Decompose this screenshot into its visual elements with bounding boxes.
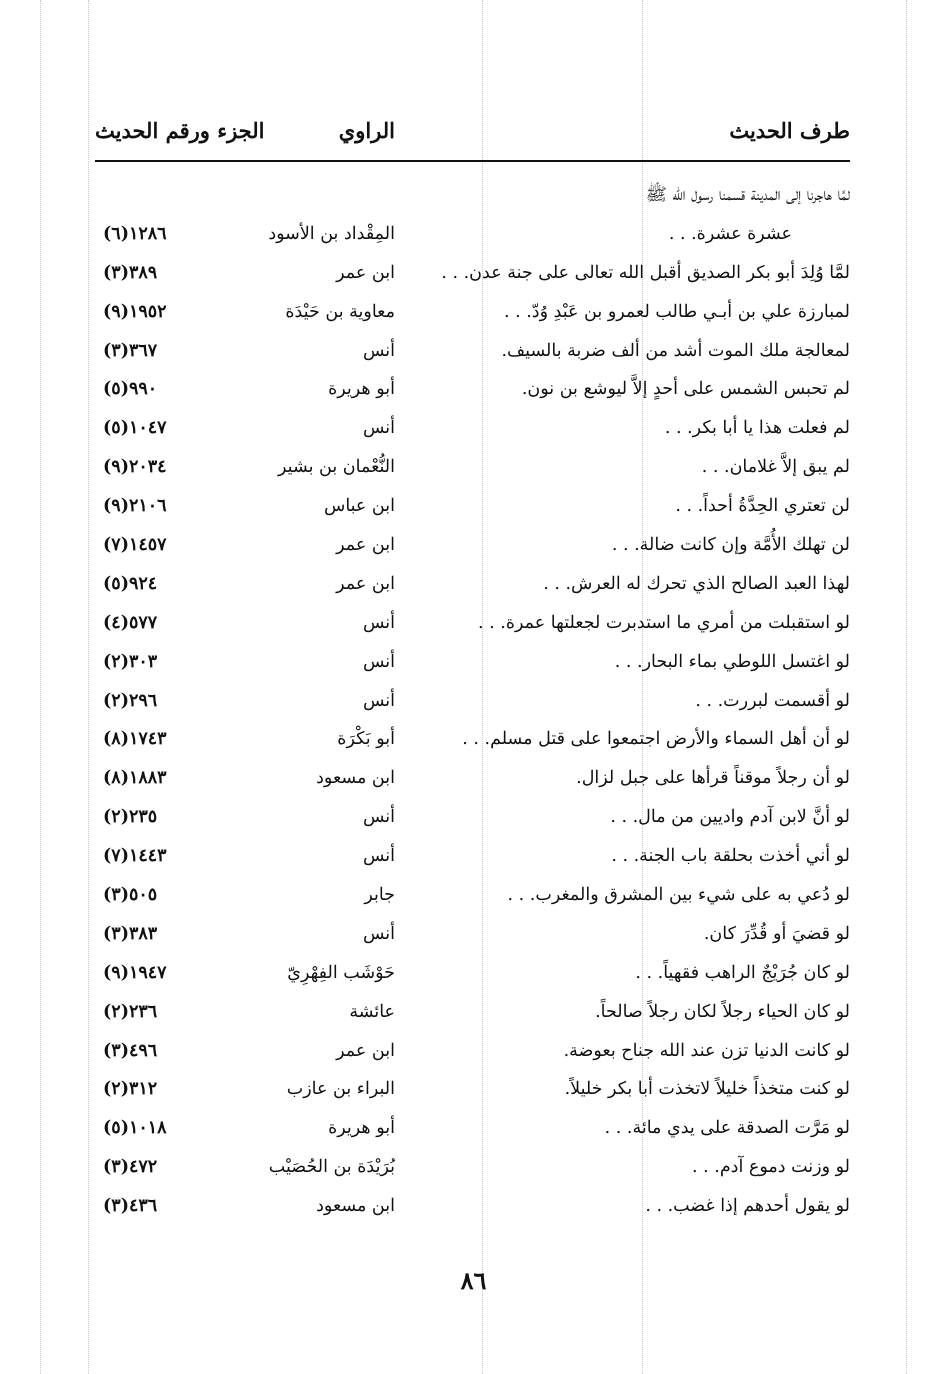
list-item [95, 254, 850, 293]
volume-hadith-number: ٩٢٤(٥) [103, 573, 158, 594]
hadith-text: لو أنَّ لابن آدم واديين من مال. . . [610, 807, 850, 828]
narrator: النُّعْمان بن بشير [278, 457, 395, 478]
narrator: أنس [362, 807, 395, 828]
hadith-text: لو اغتسل اللوطي بماء البحار. . . [614, 651, 850, 672]
header-narrator-label: الراوي [338, 118, 395, 143]
scan-guide-line [40, 0, 41, 1374]
volume-hadith-number: ٢٣٦(٢) [103, 1001, 158, 1022]
hadith-text: لو يقول أحدهم إذا غضب. . . [645, 1196, 850, 1217]
header-ref-label: الجزء ورقم الحديث [95, 118, 265, 143]
list-item [95, 643, 850, 682]
header-hadith-label: طرف الحديث [729, 118, 850, 143]
volume-hadith-number: ٣٠٣(٢) [103, 651, 158, 672]
list-item [95, 409, 850, 448]
scan-guide-line [906, 0, 907, 1374]
list-item [95, 448, 850, 487]
table-header [95, 118, 850, 152]
narrator: أنس [362, 651, 395, 672]
hadith-text: لو أني أخذت بحلقة باب الجنة. . . [611, 846, 850, 867]
hadith-text: لم تحبس الشمس على أحدٍ إلاَّ ليوشع بن نون. [521, 379, 850, 400]
list-item [95, 526, 850, 565]
list-item [95, 565, 850, 604]
list-item [95, 332, 850, 371]
hadith-text: لن تهلك الأُمَّة وإن كانت ضالة. . . [611, 535, 850, 556]
list-item [95, 215, 850, 254]
volume-hadith-number: ١٨٨٣(٨) [103, 768, 167, 789]
hadith-text: لو دُعي به على شيء بين المشرق والمغرب. . . [507, 885, 850, 906]
narrator: ابن عمر [336, 1040, 395, 1061]
hadith-text: لو كنت متخذاً خليلاً لاتخذت أبا بكر خليلاً. [564, 1079, 850, 1100]
volume-hadith-number: ١٩٥٢(٩) [103, 301, 167, 322]
list-item [95, 176, 850, 215]
hadith-text: لم يبق إلاَّ غلامان. . . [701, 457, 850, 478]
list-item [95, 1109, 850, 1148]
narrator: أبو بَكْرَة [337, 729, 395, 750]
list-item [95, 798, 850, 837]
list-item [95, 837, 850, 876]
hadith-text: لو كان الحياء رجلاً لكان رجلاً صالحاً. [595, 1001, 850, 1022]
hadith-text: لو كانت الدنيا تزن عند الله جناح بعوضة. [563, 1040, 850, 1061]
volume-hadith-number: ٣٨٩(٣) [103, 262, 158, 283]
hadith-text: لو قضيَ أو قُدِّرَ كان. [703, 923, 850, 944]
list-item [95, 1070, 850, 1109]
hadith-text: لو استقبلت من أمري ما استدبرت لجعلتها عمرة. . . [478, 612, 850, 633]
volume-hadith-number: ٢١٠٦(٩) [103, 496, 167, 517]
list-item [95, 1148, 850, 1187]
header-rule [95, 160, 850, 162]
list-item [95, 487, 850, 526]
narrator: ابن مسعود [316, 768, 395, 789]
narrator: ابن عباس [323, 496, 395, 517]
hadith-text: لو كان جُرَيْجٌ الراهب فقهياً. . . [635, 962, 850, 983]
volume-hadith-number: ٥٠٥(٣) [103, 885, 158, 906]
narrator: ابن عمر [336, 573, 395, 594]
list-item [95, 370, 850, 409]
hadith-text: عشرة عشرة. . . [668, 223, 792, 244]
volume-hadith-number: ١٩٤٧(٩) [103, 962, 167, 983]
list-item [95, 720, 850, 759]
list-item [95, 993, 850, 1032]
scan-guide-line [88, 0, 89, 1374]
volume-hadith-number: ٢٩٦(٢) [103, 690, 158, 711]
hadith-text: لمَّا وُلِدَ أبو بكر الصديق أقبل الله تعالى على جنة عدن. . . [441, 262, 850, 283]
volume-hadith-number: ١٠٤٧(٥) [103, 418, 167, 439]
narrator: أنس [362, 690, 395, 711]
hadith-text: لمبارزة علي بن أبـي طالب لعمرو بن عَبْدِ وُدّ. . . [503, 301, 850, 322]
page-number: ٨٦ [460, 1266, 487, 1295]
volume-hadith-number: ٩٩٠(٥) [103, 379, 158, 400]
narrator: عائشة [349, 1001, 395, 1022]
volume-hadith-number: ١٤٥٧(٧) [103, 535, 167, 556]
list-item [95, 682, 850, 721]
volume-hadith-number: ٣٨٣(٣) [103, 923, 158, 944]
list-item [95, 1032, 850, 1071]
list-item [95, 954, 850, 993]
list-item [95, 1187, 850, 1226]
hadith-text: لو أن رجلاً موقناً قرأها على جبل لزال. [576, 768, 850, 789]
volume-hadith-number: ٢٠٣٤(٩) [103, 457, 167, 478]
narrator: أبو هريرة [328, 1118, 395, 1139]
list-item [95, 915, 850, 954]
narrator: أنس [362, 923, 395, 944]
narrator: حَوْشَب الفِهْرِيّ [287, 962, 395, 983]
volume-hadith-number: ١٢٨٦(٦) [103, 223, 167, 244]
hadith-text: لمعالجة ملك الموت أشد من ألف ضربة بالسيف. [501, 340, 850, 361]
hadith-text: لو مَرَّت الصدقة على يدي مائة. . . [604, 1118, 850, 1139]
list-item [95, 604, 850, 643]
volume-hadith-number: ٣١٢(٢) [103, 1079, 158, 1100]
narrator: أنس [362, 612, 395, 633]
hadith-text: لم فعلت هذا يا أبا بكر. . . [664, 418, 850, 439]
narrator: البراء بن عازب [286, 1079, 395, 1100]
narrator: ابن مسعود [316, 1196, 395, 1217]
hadith-text: لن تعتري الحِدَّةُ أحداً. . . [675, 496, 850, 517]
hadith-text: لو أقسمت لبررت. . . [695, 690, 850, 711]
hadith-text: لمَّا هاجرنا إلى المدينة قسمنا رسول الله ﷺ [645, 185, 850, 205]
volume-hadith-number: ٥٧٧(٤) [103, 612, 158, 633]
hadith-text: لو وزنت دموع آدم. . . [692, 1157, 850, 1178]
volume-hadith-number: ١٠١٨(٥) [103, 1118, 167, 1139]
list-item [95, 293, 850, 332]
volume-hadith-number: ٣٦٧(٣) [103, 340, 158, 361]
narrator: أنس [362, 846, 395, 867]
narrator: أنس [362, 418, 395, 439]
narrator: جابر [364, 885, 395, 906]
narrator: أبو هريرة [328, 379, 395, 400]
volume-hadith-number: ٤٣٦(٣) [103, 1196, 158, 1217]
volume-hadith-number: ٢٣٥(٢) [103, 807, 158, 828]
narrator: بُرَيْدَة بن الحُصَيْب [268, 1157, 395, 1178]
volume-hadith-number: ٤٧٢(٣) [103, 1157, 158, 1178]
narrator: أنس [362, 340, 395, 361]
volume-hadith-number: ١٤٤٣(٧) [103, 846, 167, 867]
volume-hadith-number: ٤٩٦(٣) [103, 1040, 158, 1061]
narrator: ابن عمر [336, 262, 395, 283]
list-item [95, 759, 850, 798]
narrator: معاوية بن حَيْدَة [285, 301, 395, 322]
hadith-text: لهذا العبد الصالح الذي تحرك له العرش. . . [543, 573, 850, 594]
list-item [95, 876, 850, 915]
volume-hadith-number: ١٧٤٣(٨) [103, 729, 167, 750]
narrator: المِقْداد بن الأسود [268, 223, 395, 244]
hadith-index-list [95, 176, 850, 1226]
narrator: ابن عمر [336, 535, 395, 556]
hadith-text: لو أن أهل السماء والأرض اجتمعوا على قتل مسلم. . . [462, 729, 850, 750]
